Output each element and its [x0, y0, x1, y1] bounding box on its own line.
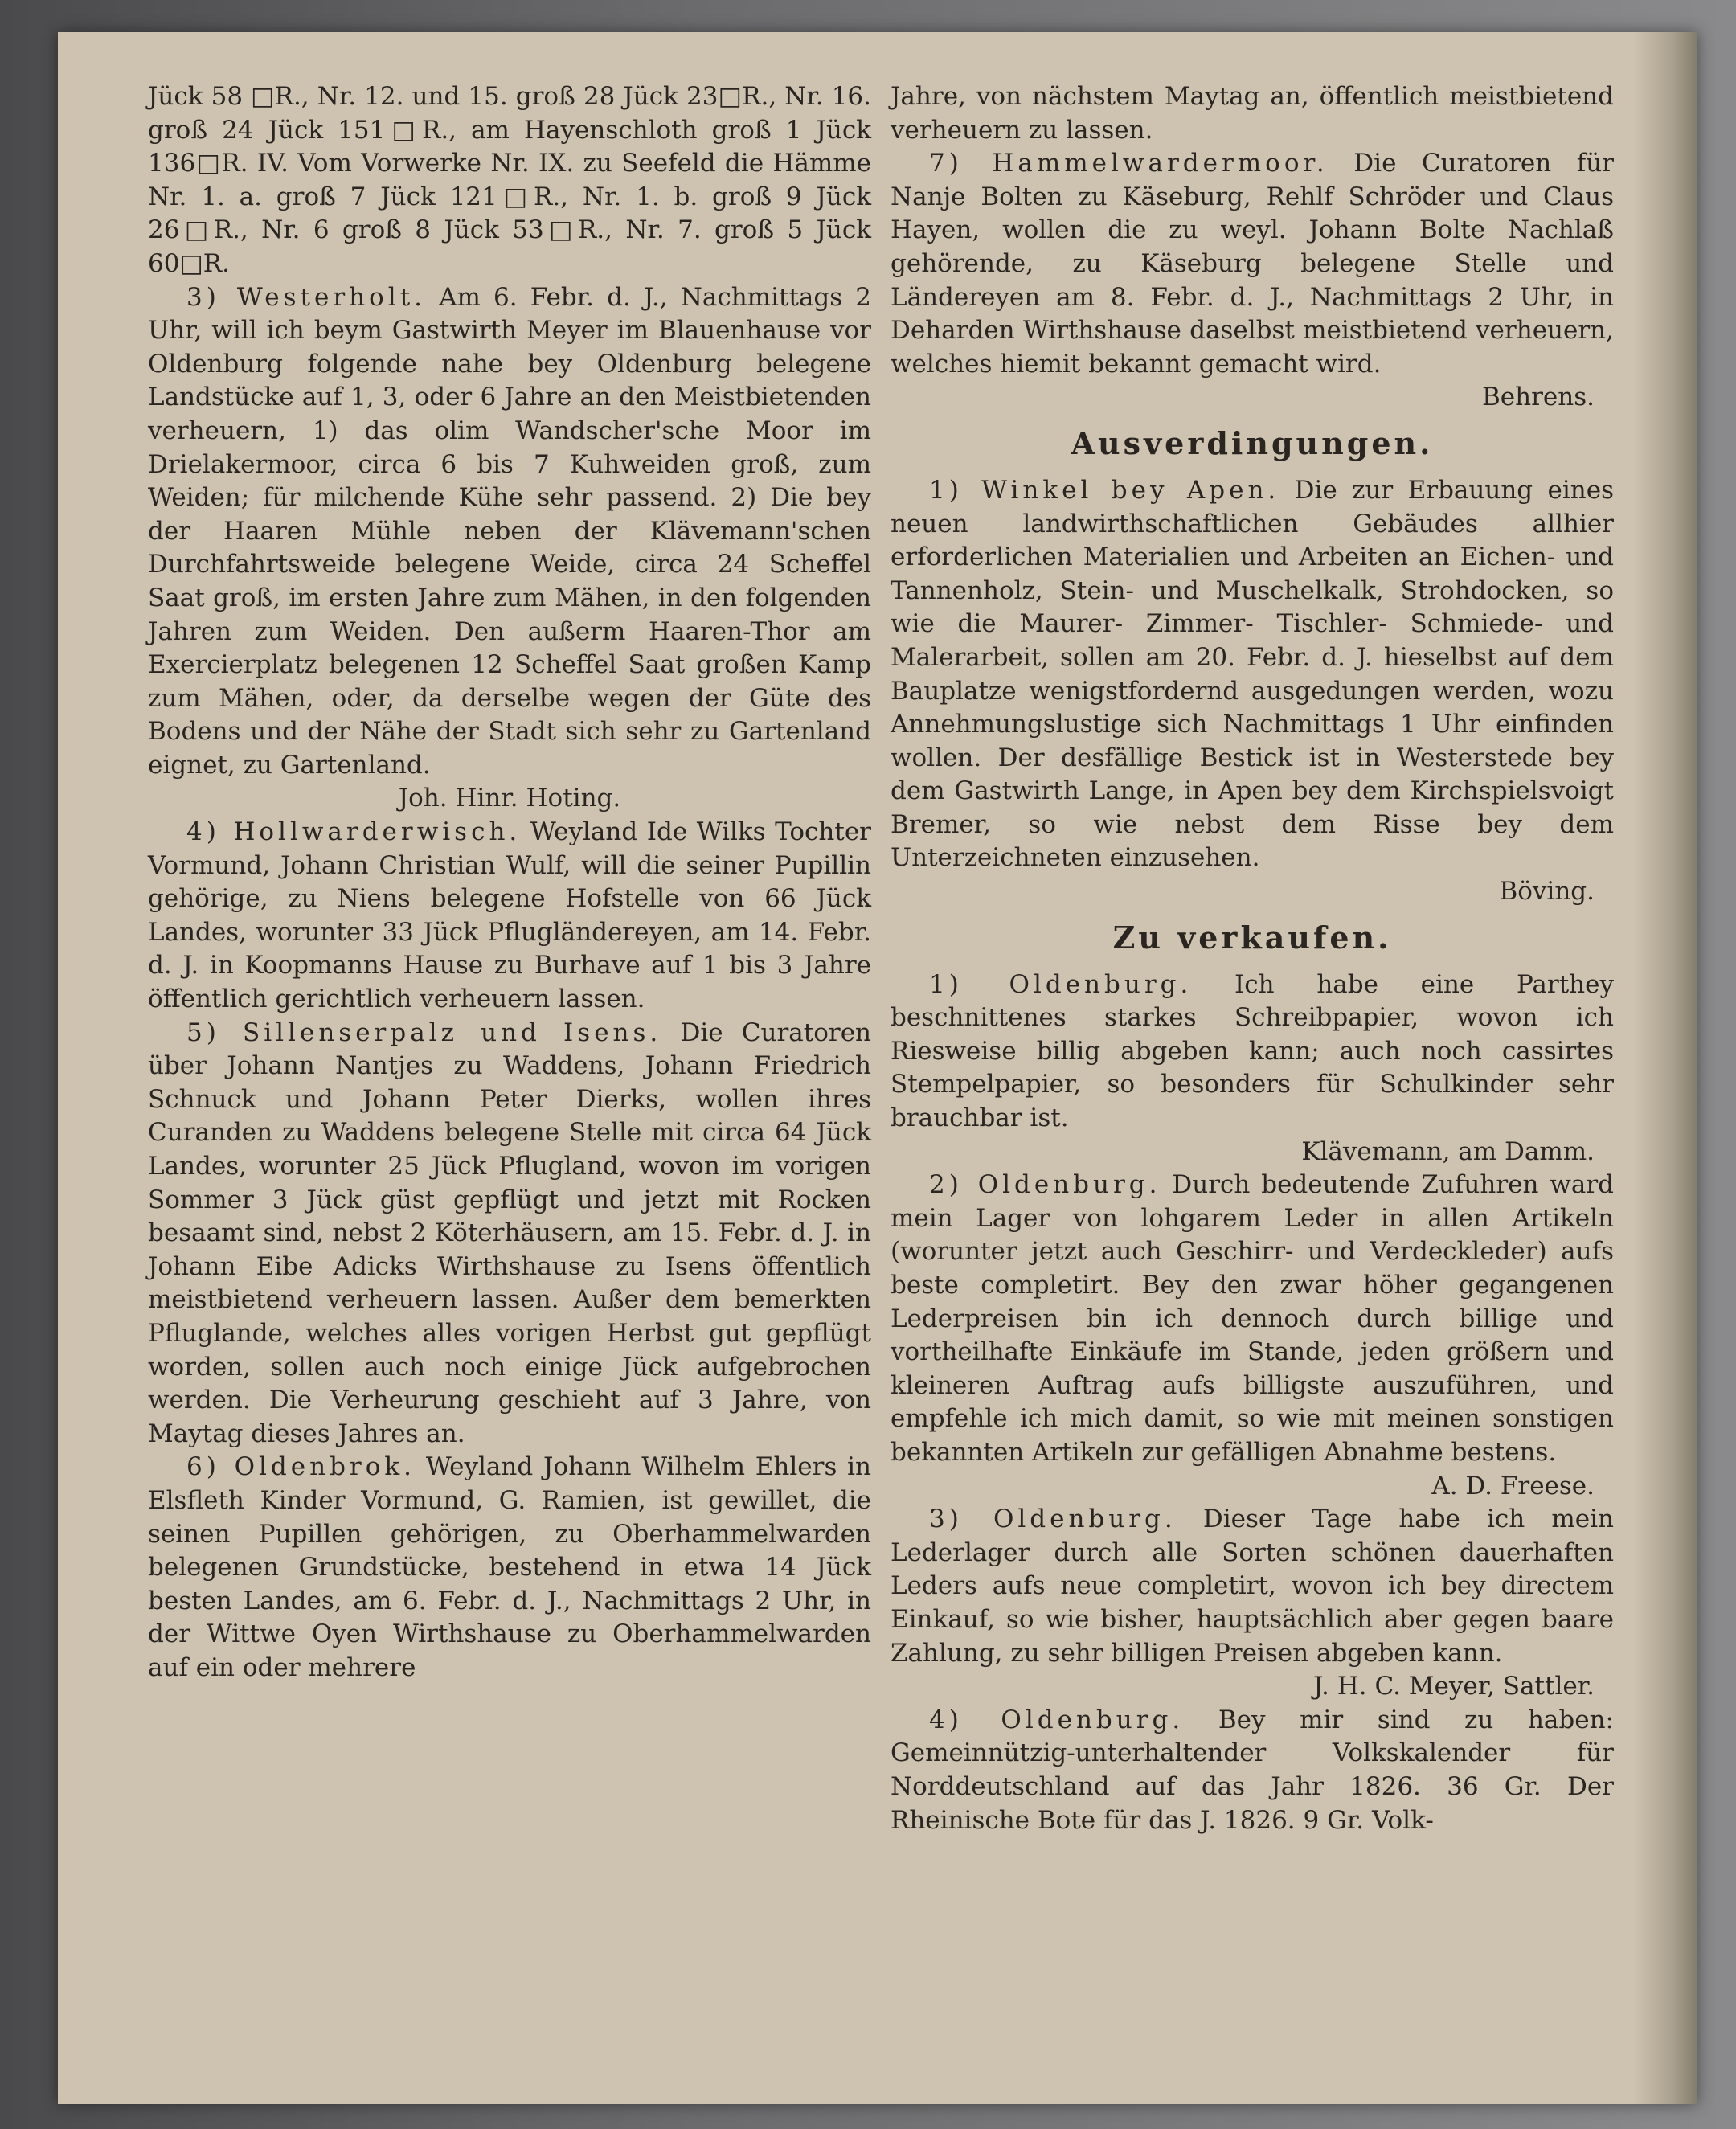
- right-column: [891, 80, 1614, 1837]
- notice-signature: A. D. Freese.: [1431, 1471, 1595, 1501]
- notice-place: 3) Westerholt.: [186, 282, 426, 312]
- notice-signature: Joh. Hinr. Hoting.: [398, 784, 621, 813]
- notice-oldenburg-2: [891, 1169, 1614, 1469]
- notice-place: 5) Sillenserpalz und Isens.: [186, 1017, 662, 1047]
- notice-sillenserpalz: [148, 1017, 871, 1451]
- notice-hammelwardermoor: [891, 147, 1614, 381]
- notice-place: 1) Winkel bey Apen.: [929, 475, 1280, 505]
- left-continuation-paragraph: Jück 58 □R., Nr. 12. und 15. groß 28 Jück 23□R., Nr. 16. groß 24 Jück 151□R., am Hayenschloth groß 1 Jück 136□R. IV. Vom Vorwerke Nr. IX. zu Seefeld die Hämme Nr. 1. a. groß 7 Jück 121□R., Nr. 1. b. groß 9 Jück 26□R., Nr. 6 groß 8 Jück 53□R., Nr. 7. groß 5 Jück 60□R.: [148, 82, 871, 278]
- section-heading-ausverdingungen: Ausverdingungen.: [1071, 424, 1434, 461]
- notice-winkel-bey-apen: [891, 474, 1614, 875]
- notice-body: Die Curatoren über Johann Nantjes zu Waddens, Johann Friedrich Schnuck und Johann Peter Dierks, wollen ihres Curanden zu Waddens belegene Stelle mit circa 64 Jück Landes, worunter 25 Jück Pflugland, wovon im vorigen Sommer 3 Jück güst gepflügt und jetzt mit Rocken besaamt sind, nebst 2 Köterhäusern, am 15. Febr. d. J. in Johann Eibe Adicks Wirthshause zu Isens öffentlich meistbietend verheuern lassen. Außer dem bemerkten Pfluglande, welches alles vorigen Herbst gut gepflügt worden, sollen auch noch einige Jück aufgebrochen werden. Die Verheurung geschieht auf 3 Jahre, von Maytag dieses Jahres an.: [148, 1017, 871, 1448]
- section-heading-zu-verkaufen: Zu verkaufen.: [1112, 919, 1392, 956]
- notice-body: Weyland Johann Wilhelm Ehlers in Elsfleth Kinder Vormund, G. Ramien, ist gewillet, die seinen Pupillen gehörigen, zu Oberhammelwarden belegenen Grundstücke, bestehend in etwa 14 Jück besten Landes, am 6. Febr. d. J., Nachmittags 2 Uhr, in der Wittwe Oyen Wirthshause zu Oberhammelwarden auf ein oder mehrere: [148, 1452, 871, 1682]
- notice-place: 3) Oldenburg.: [929, 1505, 1177, 1534]
- notice-place: 2) Oldenburg.: [929, 1170, 1161, 1200]
- notice-signature: Klävemann, am Damm.: [1301, 1136, 1595, 1166]
- notice-oldenbrok: [148, 1451, 871, 1685]
- notice-place: 1) Oldenburg.: [929, 969, 1193, 999]
- notice-place: 4) Oldenburg.: [929, 1705, 1185, 1734]
- notice-westerholt: [148, 281, 871, 783]
- notice-oldenburg-4: [891, 1704, 1614, 1837]
- notice-hollwarderwisch: [148, 816, 871, 1017]
- page-spine-shadow: [1633, 32, 1697, 2104]
- notice-body: Die Curatoren für Nanje Bolten zu Käseburg, Rehlf Schröder und Claus Hayen, wollen die zu weyl. Johann Bolte Nachlaß gehörende, zu Käseburg belegene Stelle und Ländereyen am 8. Febr. d. J., Nachmittags 2 Uhr, in Deharden Wirthshause daselbst meistbietend verheuern, welches hiemit bekannt gemacht wird.: [891, 149, 1614, 379]
- notice-place: 4) Hollwarderwisch.: [186, 817, 522, 847]
- notice-signature: Böving.: [1499, 877, 1595, 907]
- notice-place: 6) Oldenbrok.: [186, 1452, 416, 1482]
- left-column: [148, 80, 871, 1685]
- notice-body: Bey mir sind zu haben: Gemeinnützig-unterhaltender Volkskalender für Norddeutschland auf das Jahr 1826. 36 Gr. Der Rheinische Bote für das J. 1826. 9 Gr. Volk-: [891, 1705, 1614, 1835]
- right-continuation-paragraph: Jahre, von nächstem Maytag an, öffentlich meistbietend verheuern zu lassen.: [891, 82, 1614, 145]
- notice-oldenburg-3: [891, 1503, 1614, 1670]
- notice-body: Ich habe eine Parthey beschnittenes starkes Schreibpapier, wovon ich Riesweise billig abgeben kann; auch noch cassirtes Stempelpapier, so besonders für Schulkinder sehr brauchbar ist.: [891, 969, 1615, 1133]
- notice-body: Die zur Erbauung eines neuen landwirthschaftlichen Gebäudes allhier erforderlichen Materialien und Arbeiten an Eichen- und Tannenholz, Stein- und Muschelkalk, Strohdocken, so wie die Maurer- Zimmer- Tischler- Schmiede- und Malerarbeit, sollen am 20. Febr. d. J. hieselbst auf dem Bauplatze wenigstfordernd ausgedungen werden, wozu Annehmungslustige sich Nachmittags 1 Uhr einfinden wollen. Der desfällige Bestick ist in Westerstede bey dem Gastwirth Lange, in Apen bey dem Kirchspielsvoigt Bremer, so wie nebst dem Risse bey dem Unterzeichneten einzusehen.: [891, 475, 1614, 873]
- notice-signature: J. H. C. Meyer, Sattler.: [1312, 1672, 1595, 1701]
- notice-body: Weyland Ide Wilks Tochter Vormund, Johann Christian Wulf, will die seiner Pupillin gehörige, zu Niens belegene Hofstelle von 66 Jück Landes, worunter 33 Jück Pflugländereyen, am 14. Febr. d. J. in Koopmanns Hause zu Burhave auf 1 bis 3 Jahre öffentlich gerichtlich verheuern lassen.: [148, 817, 871, 1014]
- notice-body: Durch bedeutende Zufuhren ward mein Lager von lohgarem Leder in allen Artikeln (worunter jetzt auch Geschirr- und Verdeckleder) aufs beste completirt. Bey den zwar höher gegangenen Lederpreisen bin ich dennoch durch billige und vortheilhafte Einkäufe im Stande, jeden größern und kleineren Auftrag aufs billigste auszuführen, und empfehle ich mich damit, so wie mit meinen sonstigen bekannten Artikeln zur gefälligen Abnahme bestens.: [891, 1170, 1615, 1467]
- notice-place: 7) Hammelwardermoor.: [929, 149, 1329, 178]
- notice-body: Am 6. Febr. d. J., Nachmittags 2 Uhr, will ich beym Gastwirth Meyer im Blauenhause vor Oldenburg folgende nahe bey Oldenburg belegene Landstücke auf 1, 3, oder 6 Jahre an den Meistbietenden verheuern, 1) das olim Wandscher'sche Moor im Drielakermoor, circa 6 bis 7 Kuhweiden groß, zum Weiden; für milchende Kühe sehr passend. 2) Die bey der Haaren Mühle neben der Klävemann'schen Durchfahrtsweide belegene Weide, circa 24 Scheffel Saat groß, im ersten Jahre zum Mähen, in den folgenden Jahren zum Weiden. Den außerm Haaren-Thor am Exercierplatz belegenen 12 Scheffel Saat großen Kamp zum Mähen, oder, da derselbe wegen der Güte des Bodens und der Nähe der Stadt sich sehr zu Gartenland eignet, zu Gartenland.: [148, 282, 871, 780]
- notice-body: Dieser Tage habe ich mein Lederlager durch alle Sorten schönen dauerhaften Leders aufs neue completirt, wovon ich bey directem Einkauf, so wie bisher, hauptsächlich aber gegen baare Zahlung, zu sehr billigen Preisen abgeben kann.: [891, 1505, 1615, 1668]
- notice-oldenburg-1: [891, 968, 1614, 1136]
- notice-signature: Behrens.: [1482, 383, 1595, 412]
